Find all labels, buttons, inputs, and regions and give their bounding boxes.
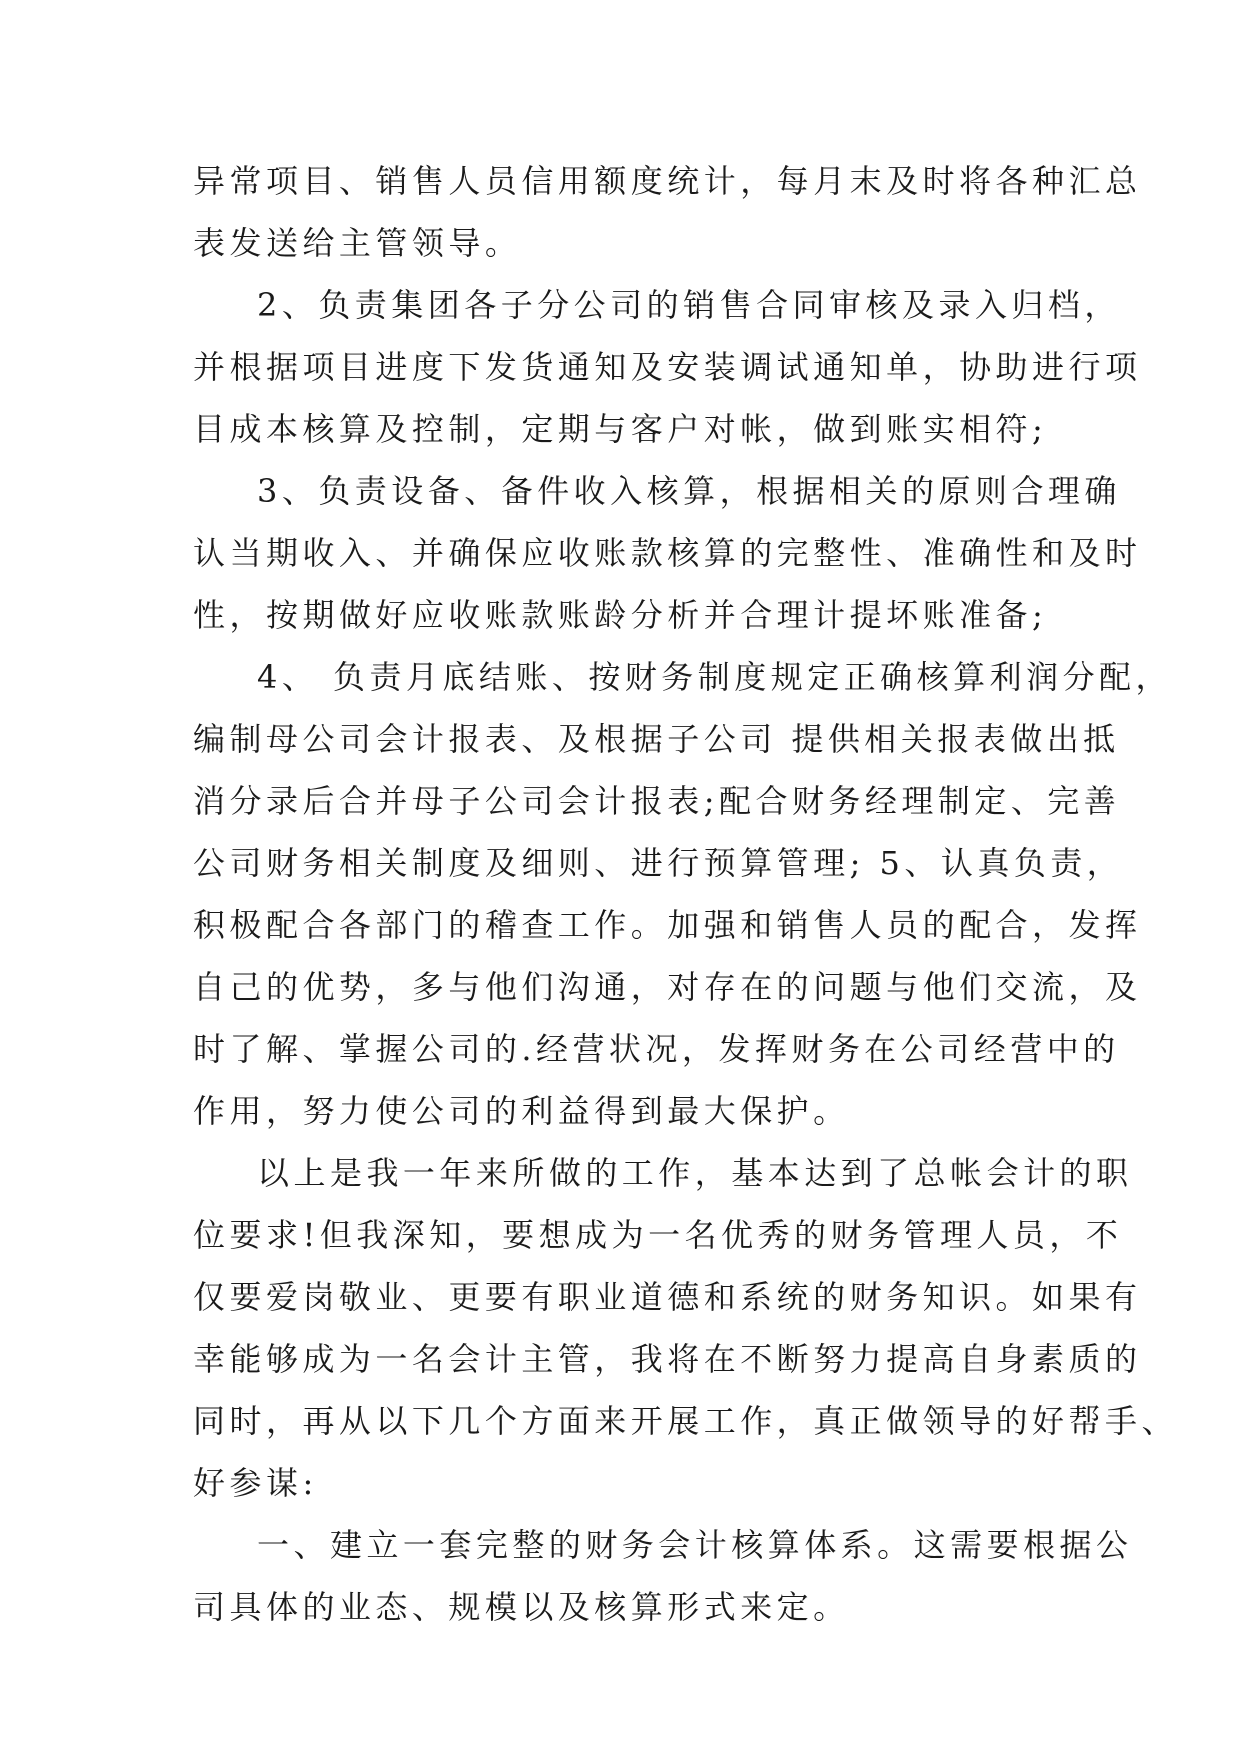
text-line: 目成本核算及控制，定期与客户对帐，做到账实相符;: [193, 410, 1048, 448]
document-body: [193, 150, 1178, 1638]
text-line: 时了解、掌握公司的.经营状况，发挥财务在公司经营中的: [193, 1030, 1120, 1068]
text-line: 积极配合各部门的稽查工作。加强和销售人员的配合，发挥: [193, 906, 1142, 944]
text-line: 位要求!但我深知，要想成为一名优秀的财务管理人员，不: [193, 1216, 1123, 1254]
text-line: 好参谋:: [193, 1464, 318, 1502]
text-line: 一、建立一套完整的财务会计核算体系。这需要根据公: [257, 1526, 1133, 1564]
text-line: 2、负责集团各子分公司的销售合同审核及录入归档，: [257, 286, 1121, 324]
text-line: 表发送给主管领导。: [193, 224, 522, 262]
text-line: 司具体的业态、规模以及核算形式来定。: [193, 1588, 850, 1626]
text-line: 4、 负责月底结账、按财务制度规定正确核算利润分配，: [257, 658, 1173, 696]
text-line: 以上是我一年来所做的工作，基本达到了总帐会计的职: [257, 1154, 1133, 1192]
text-line: 幸能够成为一名会计主管，我将在不断努力提高自身素质的: [193, 1340, 1142, 1378]
text-line: 仅要爱岗敬业、更要有职业道德和系统的财务知识。如果有: [193, 1278, 1142, 1316]
text-line: 公司财务相关制度及细则、进行预算管理; 5、认真负责，: [193, 844, 1124, 882]
text-line: 3、负责设备、备件收入核算，根据相关的原则合理确: [257, 472, 1121, 510]
text-line: 认当期收入、并确保应收账款核算的完整性、准确性和及时: [193, 534, 1142, 572]
text-line: 性，按期做好应收账款账龄分析并合理计提坏账准备;: [193, 596, 1048, 634]
text-line: 异常项目、销售人员信用额度统计，每月末及时将各种汇总: [193, 162, 1142, 200]
text-line: 作用，努力使公司的利益得到最大保护。: [193, 1092, 850, 1130]
text-line: 编制母公司会计报表、及根据子公司 提供相关报表做出抵: [193, 720, 1120, 758]
text-line: 并根据项目进度下发货通知及安装调试通知单，协助进行项: [193, 348, 1142, 386]
text-line: 同时，再从以下几个方面来开展工作，真正做领导的好帮手、: [193, 1402, 1178, 1440]
text-line: 自己的优势，多与他们沟通，对存在的问题与他们交流，及: [193, 968, 1142, 1006]
text-line: 消分录后合并母子公司会计报表;配合财务经理制定、完善: [193, 782, 1121, 820]
